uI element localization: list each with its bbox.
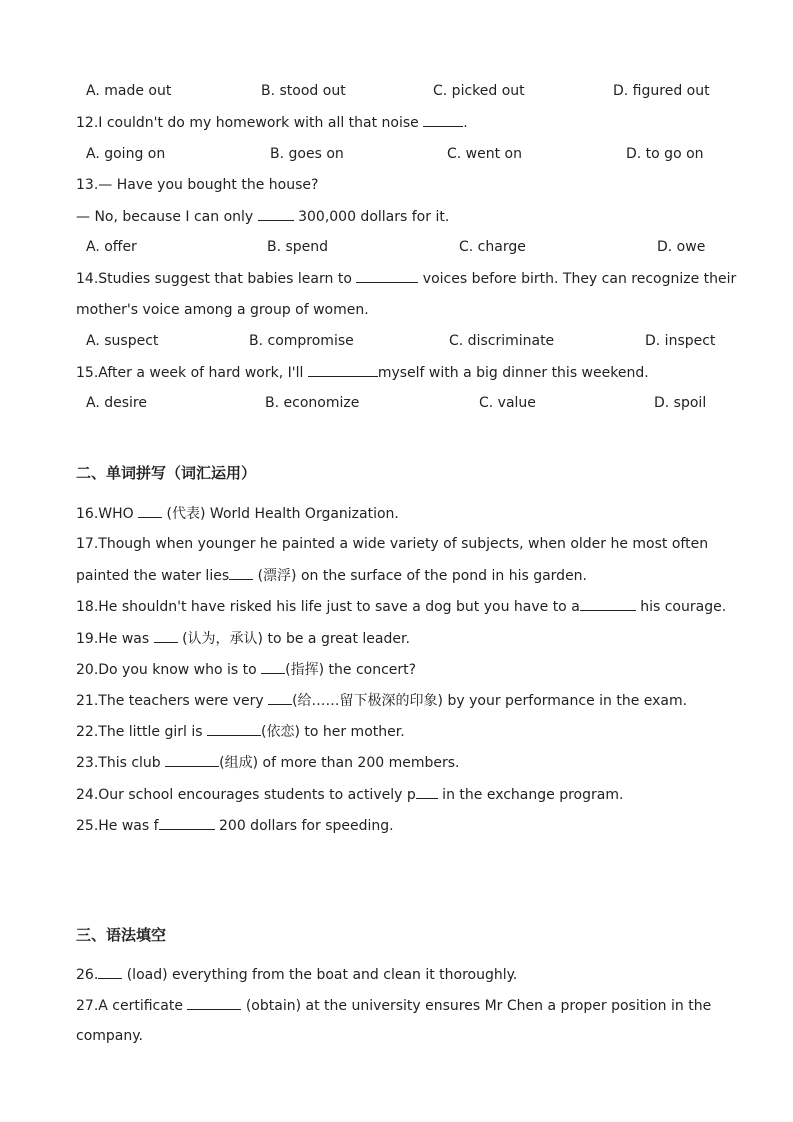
q25-text: 25.He was f <box>76 818 159 834</box>
q23-stem <box>76 753 459 772</box>
q27-text-end: (obtain) at the university ensures Mr Chen a proper position in the <box>241 998 712 1014</box>
q14-option-b: B. compromise <box>249 333 354 349</box>
answer-blank <box>165 753 219 767</box>
q27-text: 27.A certificate <box>76 998 188 1014</box>
q13-text: — No, because I can only <box>76 209 258 225</box>
q13-line1: 13.— Have you bought the house? <box>76 177 319 193</box>
q12-option-b: B. goes on <box>270 146 344 162</box>
q25-text-end: 200 dollars for speeding. <box>214 818 394 834</box>
answer-blank <box>138 504 162 518</box>
answer-blank <box>423 113 463 127</box>
q21-stem <box>76 691 687 710</box>
q15-option-c: C. value <box>479 395 536 411</box>
q12-stem <box>76 113 468 132</box>
q25-stem <box>76 816 394 835</box>
q22-text: 22.The little girl is <box>76 724 207 740</box>
q16-stem <box>76 504 399 523</box>
q12-option-a: A. going on <box>86 146 166 162</box>
answer-blank <box>258 207 294 221</box>
q14-option-a: A. suspect <box>86 333 159 349</box>
q15-option-a: A. desire <box>86 395 147 411</box>
q20-text: 20.Do you know who is to <box>76 662 262 678</box>
q14-option-c: C. discriminate <box>449 333 555 349</box>
q15-stem <box>76 363 649 382</box>
q19-text-end: (认为，承认) to be a great leader. <box>177 631 410 647</box>
section-2-heading: 二、单词拼写（词汇运用） <box>76 464 257 482</box>
q21-text: 21.The teachers were very <box>76 693 269 709</box>
q26-stem <box>76 965 517 984</box>
q18-stem <box>76 597 726 616</box>
q17-text: painted the water lies <box>76 568 230 584</box>
q12-text: 12.I couldn't do my homework with all that noise <box>76 115 424 131</box>
q26-text: 26. <box>76 967 99 983</box>
q24-text: 24.Our school encourages students to actively p <box>76 787 416 803</box>
q27-line2: company. <box>76 1028 143 1044</box>
q15-text-end: myself with a big dinner this weekend. <box>377 365 649 381</box>
q11-option-d: D. figured out <box>613 83 710 99</box>
q20-text-end: (指挥) the concert? <box>285 662 417 678</box>
q15-option-d: D. spoil <box>654 395 707 411</box>
q19-text: 19.He was <box>76 631 154 647</box>
answer-blank <box>268 691 292 705</box>
answer-blank <box>356 269 418 283</box>
q20-stem <box>76 660 416 679</box>
q23-text-end: (组成) of more than 200 members. <box>219 755 460 771</box>
q11-option-c: C. picked out <box>433 83 525 99</box>
q15-option-b: B. economize <box>265 395 360 411</box>
answer-blank <box>229 566 253 580</box>
q24-stem <box>76 785 623 804</box>
q14-text-end: voices before birth. They can recognize their <box>418 271 737 287</box>
q21-text-end: (给……留下极深的印象) by your performance in the exam. <box>292 693 688 709</box>
section-3-heading: 三、语法填空 <box>76 926 167 944</box>
q22-text-end: (依恋) to her mother. <box>260 724 405 740</box>
q11-option-b: B. stood out <box>261 83 346 99</box>
q13-stem <box>76 207 449 226</box>
answer-blank <box>261 660 285 674</box>
answer-blank <box>580 597 636 611</box>
q12-text-end: . <box>463 115 468 131</box>
q18-text-end: his courage. <box>635 599 727 615</box>
q27-stem <box>76 996 711 1015</box>
q11-option-a: A. made out <box>86 83 172 99</box>
q17-stem <box>76 566 587 585</box>
q16-text: 16.WHO <box>76 506 139 522</box>
q15-text: 15.After a week of hard work, I'll <box>76 365 308 381</box>
answer-blank <box>308 363 378 377</box>
q12-option-d: D. to go on <box>626 146 704 162</box>
q13-option-d: D. owe <box>657 239 706 255</box>
q17-line1: 17.Though when younger he painted a wide variety of subjects, when older he most often <box>76 536 709 552</box>
q22-stem <box>76 722 405 741</box>
q14-line2: mother's voice among a group of women. <box>76 302 369 318</box>
answer-blank <box>154 629 178 643</box>
q14-option-d: D. inspect <box>645 333 716 349</box>
answer-blank <box>159 816 215 830</box>
answer-blank <box>416 785 438 799</box>
q13-option-a: A. offer <box>86 239 137 255</box>
q13-option-c: C. charge <box>459 239 526 255</box>
q17-text-end: (漂浮) on the surface of the pond in his garden. <box>253 568 588 584</box>
answer-blank <box>207 722 261 736</box>
q14-text: 14.Studies suggest that babies learn to <box>76 271 357 287</box>
q19-stem <box>76 629 410 648</box>
q23-text: 23.This club <box>76 755 166 771</box>
q14-stem <box>76 269 736 288</box>
answer-blank <box>187 996 241 1010</box>
q13-option-b: B. spend <box>267 239 329 255</box>
q13-text-end: 300,000 dollars for it. <box>293 209 450 225</box>
q12-option-c: C. went on <box>447 146 522 162</box>
q18-text: 18.He shouldn't have risked his life just to save a dog but you have to a <box>76 599 580 615</box>
answer-blank <box>98 965 122 979</box>
q24-text-end: in the exchange program. <box>437 787 624 803</box>
q16-text-end: (代表) World Health Organization. <box>162 506 399 522</box>
q26-text-end: (load) everything from the boat and clean it thoroughly. <box>122 967 518 983</box>
